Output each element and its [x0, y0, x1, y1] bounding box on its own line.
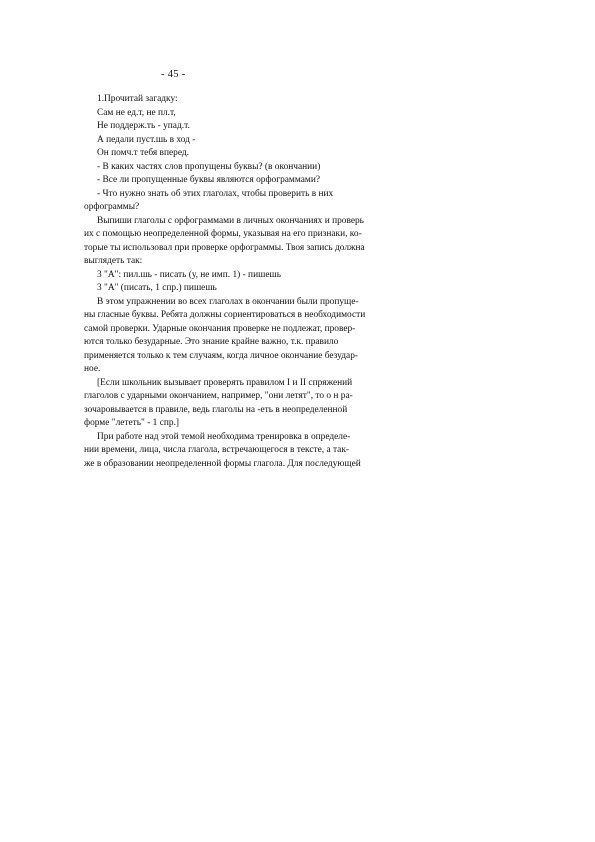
text-line: применяется только к тем случаям, когда личное окончание безудар-	[84, 350, 359, 361]
text-line: 1.Прочитай загадку:	[97, 94, 178, 104]
text-line: Он помч.т тебя вперед.	[97, 148, 189, 158]
text-line: При работе над этой темой необходима тренировка в определе-	[97, 431, 351, 442]
text-line: Не поддерж.ть - упад.т.	[97, 121, 190, 131]
page-number: - 45 -	[161, 69, 186, 80]
text-line: ное.	[84, 364, 101, 374]
text-line: Выпиши глаголы с орфограммами в личных окончаниях и проверь	[97, 215, 364, 226]
text-line: орфограммы?	[84, 202, 140, 212]
text-line: - Все ли пропущенные буквы являются орфограммами?	[97, 175, 320, 185]
text-line: А педали пуст.шь в ход -	[97, 134, 196, 145]
text-line: выглядеть так:	[84, 256, 143, 266]
text-line: же в образовании неопределенной формы глагола. Для последующей	[84, 458, 361, 469]
text-line: самой проверки. Ударные окончания проверке не подлежат, провер-	[84, 323, 356, 334]
text-line: торые ты использовал при проверке орфограммы. Твоя запись должна	[84, 242, 365, 253]
text-line: форме "лететь" - 1 спр.]	[84, 418, 180, 428]
text-line: зочаровывается в правиле, ведь глаголы на -еть в неопределенной	[84, 404, 348, 415]
text-line: ются только безударные. Это знание крайне важно, т.к. правило	[84, 337, 339, 347]
document-body	[84, 93, 384, 471]
text-line: глаголов с ударными окончанием, например, "они летят", то о н ра-	[84, 391, 353, 401]
text-line: Сам не ед.т, не пл.т,	[97, 107, 176, 118]
text-line: 3 "А": пил.шь - писать (у, не имп. 1) - пишешь	[97, 269, 281, 280]
text-line: - В каких частях слов пропущены буквы? (в окончании)	[97, 161, 321, 172]
text-line: - Что нужно знать об этих глаголах, чтобы проверить в них	[97, 188, 334, 199]
text-line: ны гласные буквы. Ребята должны сориентироваться в необходимости	[84, 310, 366, 320]
text-line: [Если школьник вызывает проверять правилом I и II спряжений	[97, 377, 353, 388]
text-line: нии времени, лица, числа глагола, встречающегося в тексте, а так-	[84, 445, 350, 455]
text-line: их с помощью неопределенной формы, указывая на его признаки, ко-	[84, 229, 362, 239]
text-line: 3 "А" (писать, 1 спр.) пишешь	[97, 283, 217, 293]
text-line: В этом упражнении во всех глаголах в окончании были пропуще-	[97, 296, 359, 307]
